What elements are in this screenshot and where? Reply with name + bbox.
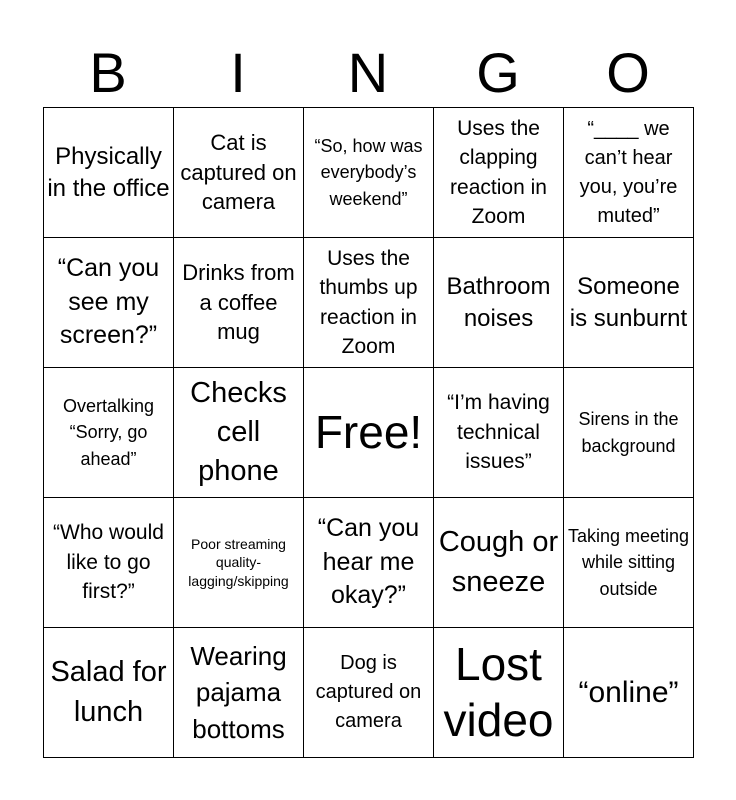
header-letter-g: G: [476, 41, 520, 104]
bingo-board: [43, 107, 694, 758]
bingo-cell-text: Drinks from a coffee mug: [182, 259, 295, 345]
header-letter-b: B: [89, 41, 127, 104]
bingo-cell-r1-c5[interactable]: [564, 108, 694, 238]
bingo-cell-r2-c1[interactable]: [44, 238, 174, 368]
bingo-cell-r4-c3[interactable]: [304, 498, 434, 628]
bingo-header: [43, 38, 693, 108]
bingo-cell-r4-c1[interactable]: [44, 498, 174, 628]
bingo-cell-r1-c1[interactable]: [44, 108, 174, 238]
bingo-cell-text: Overtalking “Sorry, go ahead”: [62, 396, 155, 469]
bingo-cell-text: Salad for lunch: [50, 656, 167, 728]
bingo-cell-r5-c2[interactable]: [174, 628, 304, 758]
bingo-cell-r2-c4[interactable]: [434, 238, 564, 368]
bingo-cell-r2-c3[interactable]: [304, 238, 434, 368]
bingo-cell-r5-c1[interactable]: [44, 628, 174, 758]
bingo-cell-text: Taking meeting while sitting outside: [567, 526, 690, 599]
bingo-cell-r5-c5[interactable]: [564, 628, 694, 758]
bingo-cell-text: Free!: [314, 405, 423, 458]
bingo-cell-r2-c2[interactable]: [174, 238, 304, 368]
bingo-cell-r5-c3[interactable]: [304, 628, 434, 758]
bingo-cell-text: Cat is captured on camera: [180, 129, 297, 215]
header-letter-o: O: [606, 41, 650, 104]
header-letter-n: N: [347, 41, 389, 104]
bingo-cell-text: “____ we can’t hear you, you’re muted”: [579, 117, 678, 227]
bingo-cell-text: Someone is sunburnt: [569, 273, 688, 332]
bingo-cell-text: Poor streaming quality-lagging/skipping: [188, 536, 289, 589]
bingo-cell-r3-c2[interactable]: [174, 368, 304, 498]
bingo-cell-text: “So, how was everybody’s weekend”: [314, 136, 423, 209]
bingo-cell-r1-c2[interactable]: [174, 108, 304, 238]
bingo-cell-r3-c5[interactable]: [564, 368, 694, 498]
bingo-cell-text: Wearing pajama bottoms: [190, 640, 287, 744]
bingo-cell-r1-c4[interactable]: [434, 108, 564, 238]
bingo-cell-r3-c3[interactable]: [304, 368, 434, 498]
bingo-cell-text: Uses the thumbs up reaction in Zoom: [319, 246, 418, 358]
bingo-cell-text: “Who would like to go first?”: [53, 521, 164, 604]
bingo-cell-text: “online”: [578, 675, 679, 709]
bingo-cell-r3-c1[interactable]: [44, 368, 174, 498]
bingo-cell-r4-c2[interactable]: [174, 498, 304, 628]
bingo-cell-text: Bathroom noises: [446, 273, 551, 332]
bingo-cell-text: “Can you hear me okay?”: [317, 513, 420, 610]
bingo-cell-text: Uses the clapping reaction in Zoom: [450, 116, 547, 228]
bingo-cell-r1-c3[interactable]: [304, 108, 434, 238]
bingo-cell-text: “I’m having technical issues”: [447, 391, 550, 474]
bingo-cell-text: Cough or sneeze: [438, 526, 559, 598]
bingo-cell-text: Checks cell phone: [190, 376, 287, 488]
bingo-cell-r4-c5[interactable]: [564, 498, 694, 628]
bingo-cell-r4-c4[interactable]: [434, 498, 564, 628]
bingo-cell-r3-c4[interactable]: [434, 368, 564, 498]
bingo-cell-text: “Can you see my screen?”: [57, 253, 160, 350]
bingo-cell-r2-c5[interactable]: [564, 238, 694, 368]
header-letter-i: I: [230, 41, 246, 104]
bingo-cell-text: Sirens in the background: [578, 409, 679, 456]
bingo-cell-text: Physically in the office: [47, 143, 170, 202]
bingo-cell-r5-c4[interactable]: [434, 628, 564, 758]
bingo-cell-text: Dog is captured on camera: [315, 652, 422, 732]
bingo-cell-text: Lost video: [443, 638, 554, 746]
